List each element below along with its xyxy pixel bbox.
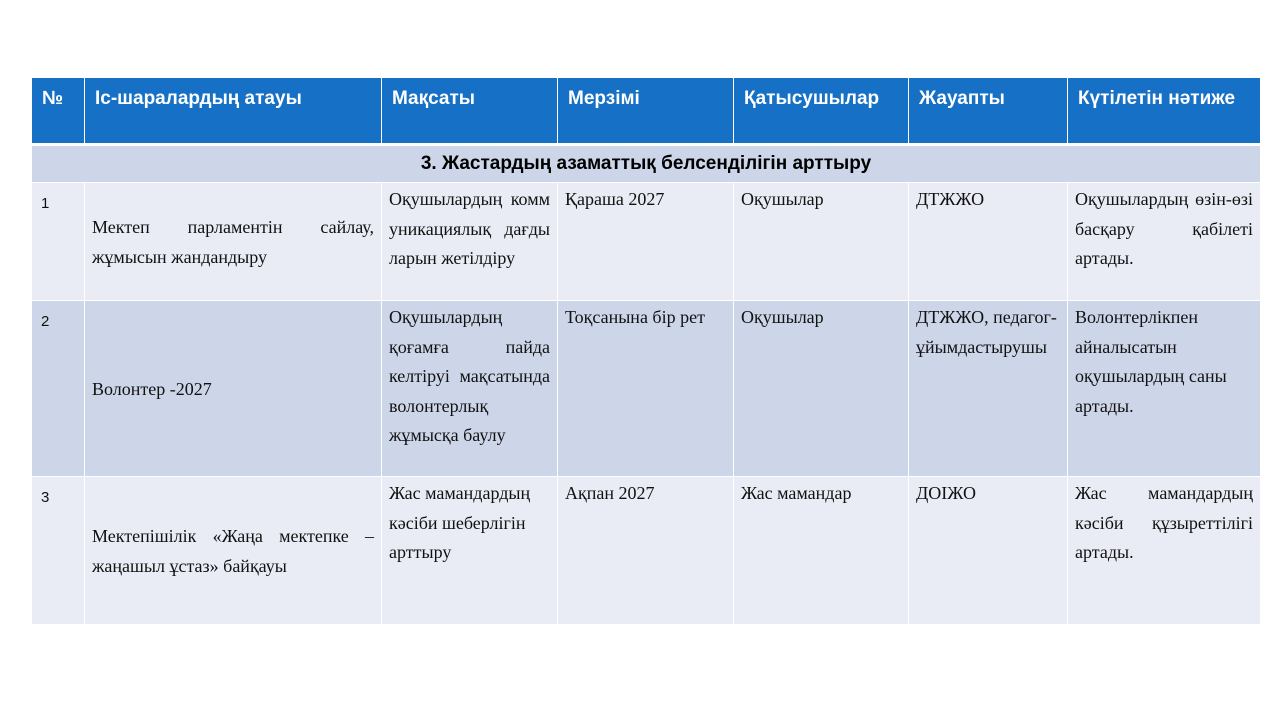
row-expected-result: Волонтерлікпен айналысатын оқушылардың саны артады.	[1068, 301, 1261, 477]
row-event-name: Волонтер -2027	[85, 301, 382, 477]
row-expected-result: Жас мамандардың кәсіби құзыреттілігі артады.	[1068, 477, 1261, 625]
table-header-row	[32, 78, 1261, 145]
row-goal: Оқушылардың коммуникациялық дағдыларын жетілдіру	[382, 183, 558, 301]
row-event-name: Мектеп парламентін сайлау, жұмысын жандандыру	[85, 183, 382, 301]
row-participants: Оқушылар	[734, 301, 909, 477]
row-responsible: ДТЖЖО, педагог-ұйымдастырушы	[909, 301, 1068, 477]
header-expected-result: Күтілетін нәтиже	[1068, 78, 1261, 145]
row-expected-result: Оқушылардың өзін-өзі басқару қабілеті артады.	[1068, 183, 1261, 301]
header-participants: Қатысушылар	[734, 78, 909, 145]
row-number: 1	[32, 183, 85, 301]
header-term: Мерзімі	[558, 78, 734, 145]
row-term: Ақпан 2027	[558, 477, 734, 625]
action-plan-table	[31, 77, 1261, 625]
section-row	[32, 145, 1261, 183]
row-term: Тоқсанына бір рет	[558, 301, 734, 477]
table-row	[32, 301, 1261, 477]
row-goal: Жас мамандардың кәсіби шеберлігін арттыру	[382, 477, 558, 625]
row-event-name: Мектепішілік «Жаңа мектепке – жаңашыл ұстаз» байқауы	[85, 477, 382, 625]
row-participants: Жас мамандар	[734, 477, 909, 625]
header-responsible: Жауапты	[909, 78, 1068, 145]
header-goal: Мақсаты	[382, 78, 558, 145]
row-number: 2	[32, 301, 85, 477]
row-responsible: ДТЖЖО	[909, 183, 1068, 301]
row-number: 3	[32, 477, 85, 625]
row-goal: Оқушылардың қоғамға пайда келтіруі мақсатында волонтерлық жұмысқа баулу	[382, 301, 558, 477]
table-row	[32, 477, 1261, 625]
header-event-name: Іс-шаралардың атауы	[85, 78, 382, 145]
row-responsible: ДОІЖО	[909, 477, 1068, 625]
header-number: №	[32, 78, 85, 145]
row-participants: Оқушылар	[734, 183, 909, 301]
table-row	[32, 183, 1261, 301]
row-term: Қараша 2027	[558, 183, 734, 301]
section-title: 3. Жастардың азаматтық белсенділігін арттыру	[32, 145, 1261, 183]
